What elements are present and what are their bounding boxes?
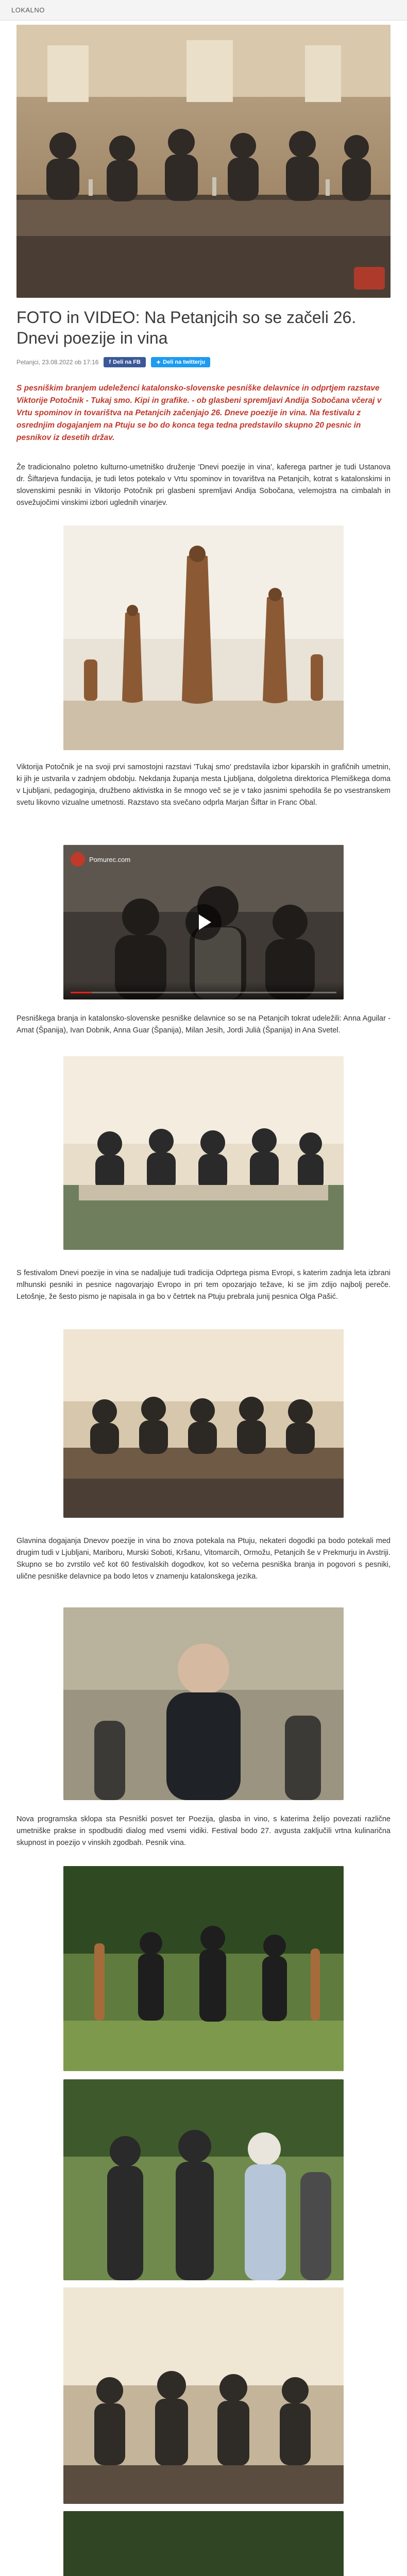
- article-paragraph-3: Pesniškega branja in katalonsko-slovenske pesniške delavnice so se na Petanjcih tokrat udeležili: Anna Aguilar - Amat (Španija), Ivan Dobnik, Anna Guar (Španija), Milan Jesih, Jordi Julià (Španija) in Ana Svetel.: [16, 1014, 391, 1035]
- audience-photo: [63, 2287, 344, 2504]
- article-title: FOTO in VIDEO: Na Petanjcih so se začeli 26. Dnevi poezije in vina: [16, 308, 357, 347]
- category-label[interactable]: LOKALNO: [11, 6, 45, 14]
- play-icon: [199, 914, 211, 930]
- reader-photo: [63, 1607, 344, 1800]
- article-paragraph-5: Glavnina dogajanja Dnevov poezije in vina bo znova potekala na Ptuju, nekateri dogodki pa bodo potekali med drugim tudi v Ljubljani, Mariboru, Murski Soboti, Kršanu, Vitomarcih, Ormožu, Petanjcih še v Prekmurju in Avstriji. Skupno se bo zvrstilo več kot 60 festivalskih dogodkov, kot so večerna pesniška branja in pogovori s pesniki, ulične pesniške delavnice pa bodo letos v znamenju katalonskega jezika.: [16, 1537, 391, 1581]
- article-paragraph-1: Že tradicionalno poletno kulturno-umetniško druženje 'Dnevi poezije in vina', kaferega partner je tudi Ustanova dr. Šiftarjeva fundacija, je tudi letos potekalo v Vrtu spominov in tovarištva na Petanjcih, kotrat s katalonskimi in slovenskimi pesniki in Viktorijo Potočnik pri glasbeni spremljavi Andija Sobočana, velemojstra na cimbalah in osvežujočimi vinskimi izbori uglednih vinarjev.: [16, 463, 391, 507]
- article-paragraph-2: Viktorija Potočnik je na svoji prvi samostojni razstavi 'Tukaj smo' predstavila izbor kiparskih in grafičnih umetnin, ki jih je ustvarila v zadnjem obdobju. Nekdanja županja mesta Ljubljana, dolgoletna direktorica Plemiškega doma v Ljubljani, pedagoginja, družbeno aktivistka in še mnogo več se je v tako jasnimi spehodila še po vsestranskem svetu likovno vizualne umetnosti. Razstavo sta svečano odprla Marjan Šiftar in Franc Obal.: [16, 763, 391, 807]
- video-controls: [63, 982, 344, 999]
- sculpture-photo: [63, 526, 344, 750]
- article-meta: [16, 357, 210, 368]
- reading-photo: [63, 1056, 344, 1250]
- twitter-icon: ✦: [156, 359, 161, 366]
- share-twitter-button[interactable]: [151, 357, 210, 367]
- video-channel-label: Pomurec.com: [89, 855, 131, 863]
- video-player[interactable]: [63, 845, 344, 999]
- hero-photo: [16, 25, 391, 298]
- garden-photo: [63, 1866, 344, 2071]
- article-paragraph-4: S festivalom Dnevi poezije in vina se nadaljuje tudi tradicija Odprtega pisma Evropi, s katerim zadnja leta izbrani mlhunski pesniki in pesnice nagovarjajo Evropo in pri tem opozarjajo težave, ki se jim zdijo najbolj pereče. Letošnje, že šesto pismo je napisala in ga bo v četrtek na Ptuju prebrala junij pesnica Olga Pašić.: [16, 1269, 391, 1301]
- category-bar: [0, 0, 407, 21]
- play-button[interactable]: [185, 904, 222, 940]
- video-channel[interactable]: [71, 852, 130, 867]
- facebook-icon: f: [109, 359, 111, 365]
- video-progress-bar[interactable]: [71, 992, 336, 993]
- panel-photo: [63, 1329, 344, 1518]
- outdoor-photo: [63, 2511, 344, 2576]
- article-paragraph-6: Nova programska sklopa sta Pesniški posvet ter Poezija, glasba in vino, s katerima želijo povezati različne umetniške prakse in spodbuditi dialog med vsemi vidiki. Festival bodo 27. avgusta zaključili vrtna kulinarična skupnost in poezijo v vinskih zgodbah. Pesnik vina.: [16, 1815, 391, 1847]
- video-progress-fill: [71, 992, 92, 993]
- guests-photo: [63, 2079, 344, 2280]
- share-twitter-label: Deli na twitterju: [163, 359, 206, 365]
- channel-avatar: [71, 852, 85, 867]
- share-facebook-button[interactable]: [104, 357, 145, 367]
- article-lead: S pesniškim branjem udeleženci katalonsko-slovenske pesniške delavnice in odprtjem razstave Viktorije Potočnik - Tukaj smo. Kipi in grafike. - ob glasbeni spremljavi Andija Sobočana včeraj v Vrtu spominov in tovarištva na Petanjcih začenjajo 26. Dneve poezije in vina. Na festivalu z osrednjim dogajanjem na Ptuju se bo do konca tega tedna predstavilo skupno 20 pesnic in pesnikov iz desetih držav.: [16, 384, 382, 442]
- share-facebook-label: Deli na FB: [113, 359, 141, 365]
- article-date: Petanjci, 23.08.2022 ob 17:16: [16, 359, 99, 366]
